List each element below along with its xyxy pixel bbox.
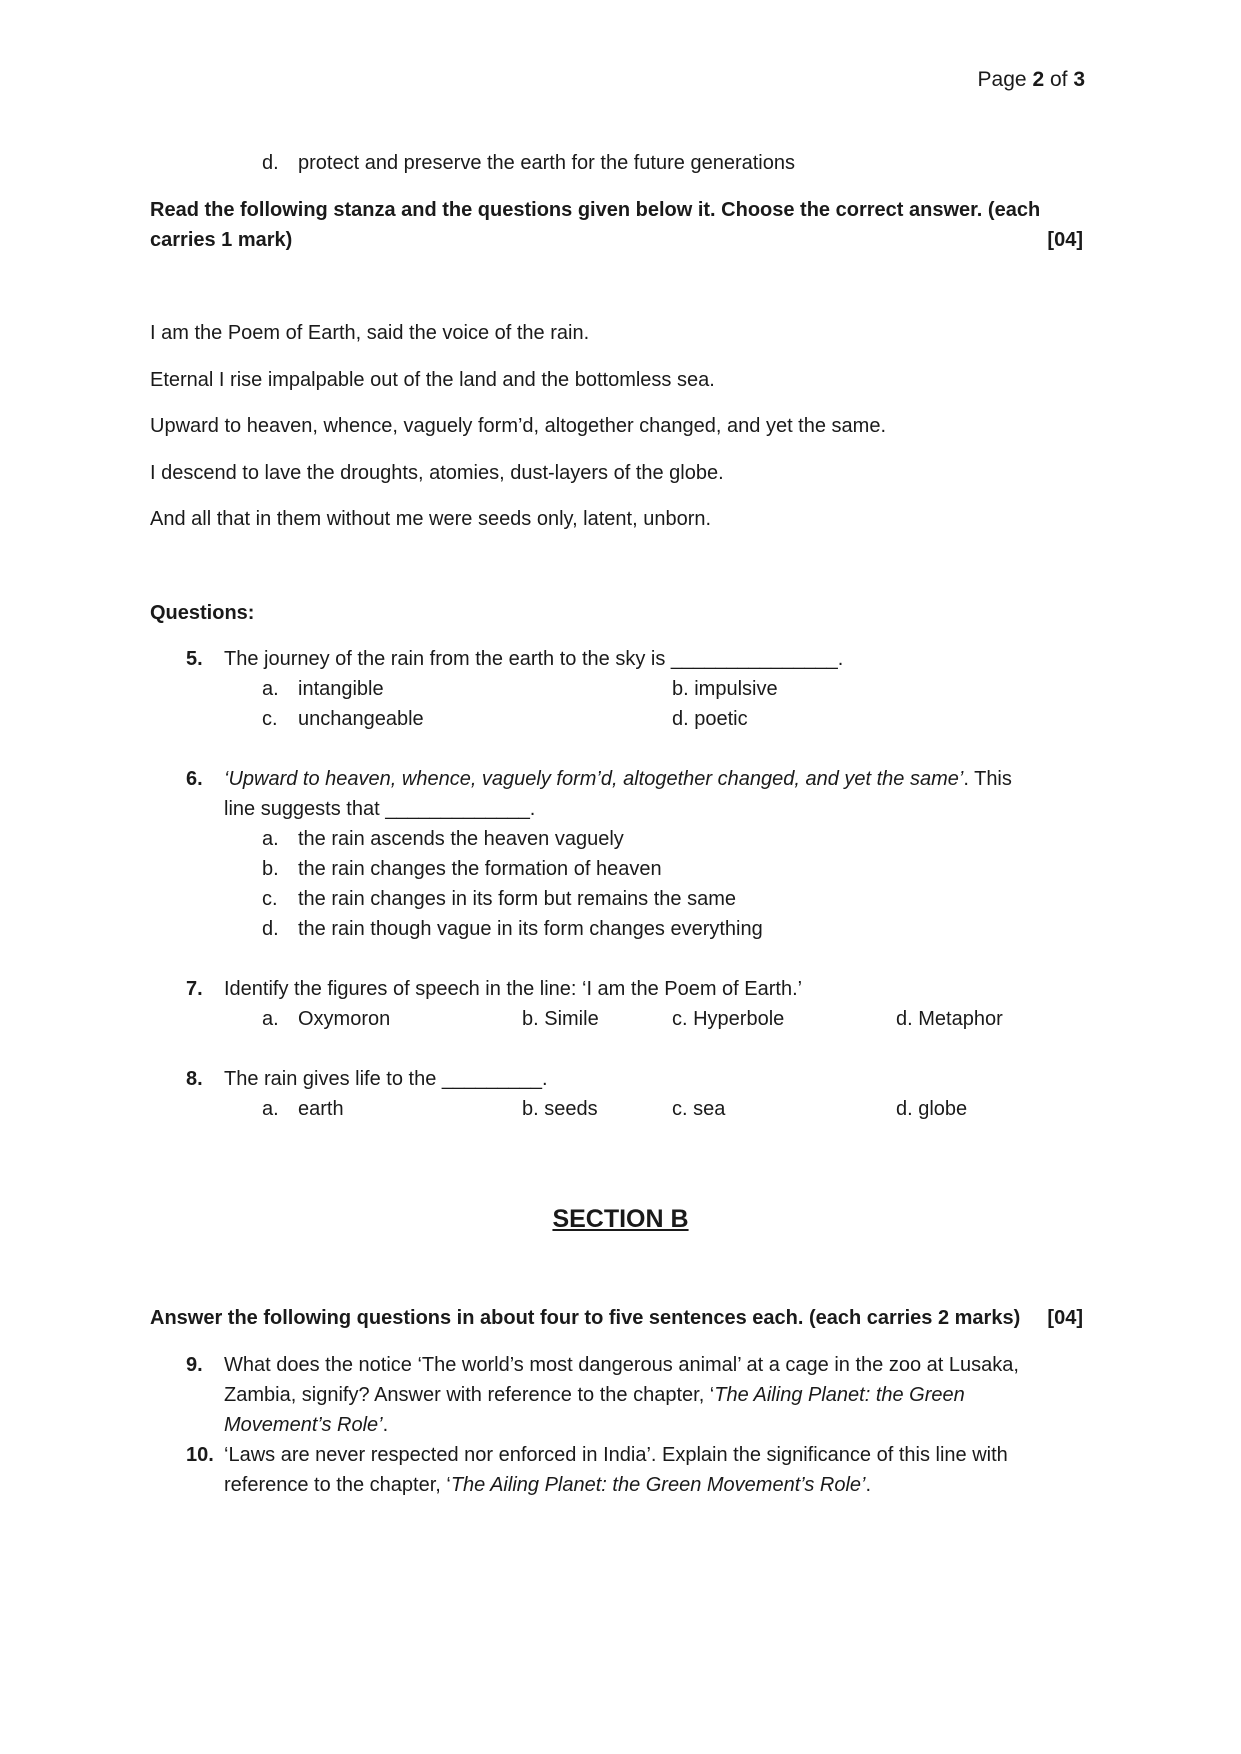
page-middle: of [1044, 68, 1074, 91]
stanza-line: Eternal I rise impalpable out of the land and the bottomless sea. [150, 369, 715, 391]
option-letter: a. [262, 1008, 279, 1030]
question-tail: . [865, 1474, 872, 1496]
chapter-title: Movement’s Role’ [224, 1414, 383, 1436]
option-letter: a. [262, 828, 279, 850]
option-text: the rain changes the formation of heaven [298, 858, 662, 880]
page-current: 2 [1032, 68, 1045, 91]
section-b-marks: [04] [1047, 1307, 1083, 1329]
option-text: the rain changes in its form but remains the same [298, 888, 736, 910]
question-number: 5. [186, 648, 203, 670]
question-text-line2 [224, 1472, 871, 1498]
option-text: b. impulsive [672, 678, 778, 700]
question-text: ‘Laws are never respected nor enforced in India’. Explain the significance of this line with [224, 1444, 1008, 1466]
option-text: c. sea [672, 1098, 726, 1120]
option-letter: a. [262, 1098, 279, 1120]
option-text: Oxymoron [298, 1008, 391, 1030]
question-text-line2: line suggests that _____________. [224, 798, 536, 820]
question-number: 6. [186, 768, 203, 790]
question-number: 10. [186, 1444, 214, 1466]
option-text: d. globe [896, 1098, 968, 1120]
option-letter: b. [262, 858, 279, 880]
stanza-instruction-line1: Read the following stanza and the questions given below it. Choose the correct answer. (each [150, 199, 1041, 221]
question-text-line2 [224, 1382, 965, 1408]
stanza-instruction-line2: carries 1 mark) [150, 229, 293, 251]
question-quote: ‘Upward to heaven, whence, vaguely form’d, altogether changed, and yet the same’ [224, 768, 964, 790]
option-text: intangible [298, 678, 384, 700]
question-text-plain: Zambia, signify? Answer with reference to the chapter, ‘ [224, 1384, 715, 1406]
option-letter: a. [262, 678, 279, 700]
stanza-line: I am the Poem of Earth, said the voice of the rain. [150, 322, 590, 344]
question-number: 9. [186, 1354, 203, 1376]
question-text [224, 766, 1012, 792]
question-text: Identify the figures of speech in the line: ‘I am the Poem of Earth.’ [224, 978, 803, 1000]
question-text: What does the notice ‘The world’s most dangerous animal’ at a cage in the zoo at Lusaka, [224, 1354, 1019, 1376]
option-letter: c. [262, 708, 278, 730]
option-text: c. Hyperbole [672, 1008, 785, 1030]
question-text-line3 [224, 1412, 388, 1438]
question-text: The journey of the rain from the earth to the sky is _______________. [224, 648, 844, 670]
page-total: 3 [1073, 68, 1085, 91]
section-b-title: SECTION B [552, 1205, 689, 1233]
option-text: earth [298, 1098, 344, 1120]
option-letter: d. [262, 918, 279, 940]
carry-over-option-letter: d. [262, 152, 279, 174]
carry-over-option-text: protect and preserve the earth for the future generations [298, 152, 795, 174]
question-text-plain: reference to the chapter, ‘ [224, 1474, 451, 1496]
question-text: The rain gives life to the _________. [224, 1068, 548, 1090]
stanza-line: Upward to heaven, whence, vaguely form’d, altogether changed, and yet the same. [150, 415, 887, 437]
option-letter: c. [262, 888, 278, 910]
option-text: the rain ascends the heaven vaguely [298, 828, 624, 850]
question-number: 7. [186, 978, 203, 1000]
stanza-line: I descend to lave the droughts, atomies, dust-layers of the globe. [150, 462, 724, 484]
chapter-title: The Ailing Planet: the Green [714, 1384, 965, 1406]
questions-heading: Questions: [150, 602, 255, 624]
question-tail: . This [963, 768, 1012, 790]
option-text: unchangeable [298, 708, 424, 730]
question-number: 8. [186, 1068, 203, 1090]
option-text: d. poetic [672, 708, 748, 730]
option-text: d. Metaphor [896, 1008, 1003, 1030]
stanza-line: And all that in them without me were seeds only, latent, unborn. [150, 508, 712, 530]
option-text: b. seeds [522, 1098, 598, 1120]
question-tail: . [382, 1414, 389, 1436]
section-b-instruction: Answer the following questions in about four to five sentences each. (each carries 2 marks) [150, 1307, 1021, 1329]
stanza-marks: [04] [1047, 229, 1083, 251]
page-indicator [978, 66, 1085, 93]
option-text: b. Simile [522, 1008, 599, 1030]
option-text: the rain though vague in its form changes everything [298, 918, 763, 940]
page-prefix: Page [977, 68, 1033, 91]
chapter-title: The Ailing Planet: the Green Movement’s Role’ [450, 1474, 866, 1496]
